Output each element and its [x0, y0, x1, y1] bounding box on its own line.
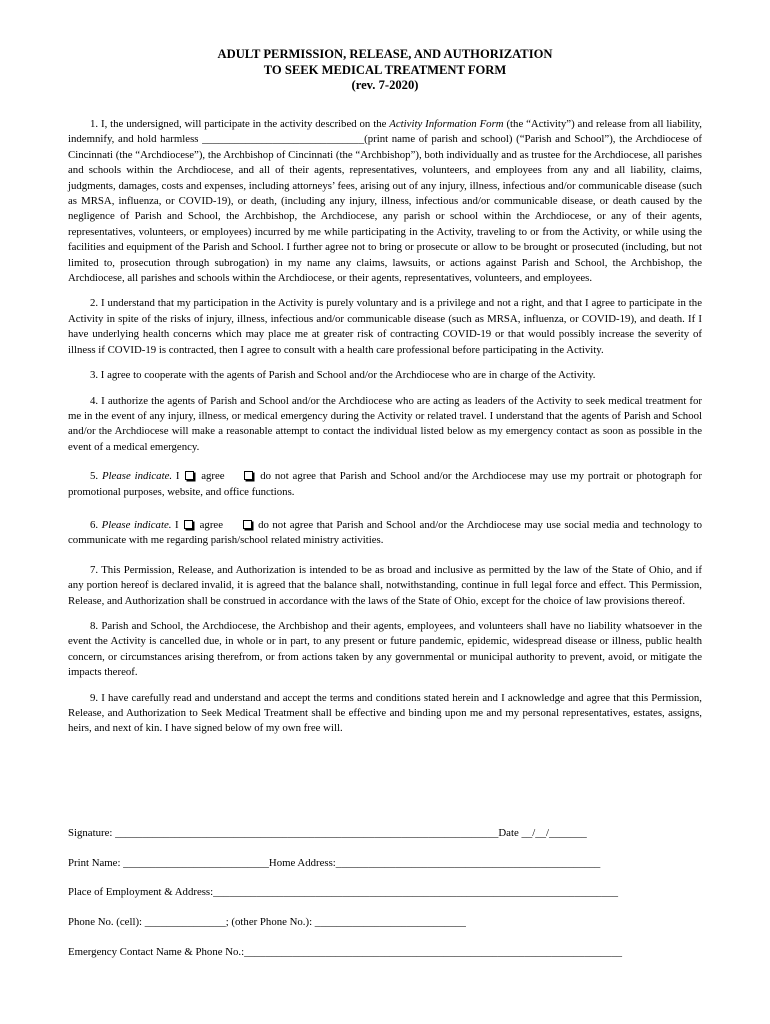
paragraph-8: 8. Parish and School, the Archdiocese, the Archbishop and their agents, employees, and volunteers shall have no liability whatsoever in the event the Activity is cancelled due, in whole or in part, to any present or future pandemic, epidemic, widespread disease or illness, public health concern, or circumstances arising therefrom, or from actions taken by any governmental or municipal authority to prevent, avoid, or mitigate the impacts thereof.	[68, 619, 702, 679]
paragraph-4: 4. I authorize the agents of Parish and School and/or the Archdiocese who are acting as leaders of the Activity to seek medical treatment for me in the event of any injury, illness, or medical emergency during the Activity or related travel. I understand that the agents of Parish and School and/or the Archdiocese will make a reasonable attempt to contact the individual listed below as my emergency contact as soon as possible in the event of a medical emergency.	[68, 394, 702, 453]
emergency-contact-field[interactable]: Emergency Contact Name & Phone No.:______________________________________________________________________	[68, 946, 622, 958]
title-line-2: TO SEEK MEDICAL TREATMENT FORM	[263, 62, 507, 77]
print-name-address-field[interactable]: Print Name: ___________________________Home Address:_________________________________________________	[68, 857, 601, 869]
photo-agree-checkbox[interactable]	[185, 471, 194, 480]
paragraph-1: 1. I, the undersigned, will participate in the activity described on the Activity Information Form (the “Activity”) and release from all liability, indemnify, and hold harmless ______________________________(print name of parish and school) (“Parish and School”), the Archdiocese of Cincinnati (the “Archdiocese”), the Archbishop of Cincinnati (the “Archbishop”), both individually and as trustee for the Archdiocese, all parishes and schools within the Archdiocese, and all of their agents, representatives, volunteers, and employees from any and all liability, claims, judgments, damages, costs and expenses, including attorneys’ fees, arising out of any injury, illness, infectious and/or communicable disease (such as MRSA, influenza, or COVID-19), or death, (including any injury, illness, infectious and/or communicable disease, or death caused by the negligence of Parish and School, the Archbishop, the Archdiocese, any parish or school within the Archdiocese, or any of their agents, representatives, volunteers, or employees) incurred by me while participating in the Activity, traveling to or from the Activity, or while using the facilities and equipment of the Parish and School. I further agree not to bring or prosecute or allow to be brought or prosecuted (including, but not limited to, prosecution through subrogation) in my name any claims, lawsuits, or actions against Parish and School, the Archbishop, the Archdiocese, all parishes and schools within the Archdiocese, or their agents, representatives, volunteers, and employees.	[68, 118, 702, 285]
paragraph-5: 5. Please indicate. I agree do not agree that Parish and School and/or the Archdiocese may use my portrait or photograph for promotional purposes, website, and office functions.	[68, 470, 702, 498]
paragraph-7: 7. This Permission, Release, and Authorization is intended to be as broad and inclusive as permitted by the law of the State of Ohio, and if any portion hereof is declared invalid, it is agreed that the balance shall, notwithstanding, continue in full legal force and effect. This Permission, Release, and Authorization shall be construed in accordance with the laws of the State of Ohio, except for the choice of law provisions thereof.	[68, 563, 702, 607]
photo-disagree-checkbox[interactable]	[244, 471, 253, 480]
title-revision: (rev. 7-2020)	[351, 78, 419, 92]
title-line-1: ADULT PERMISSION, RELEASE, AND AUTHORIZATION	[217, 47, 553, 61]
social-media-disagree-checkbox[interactable]	[243, 520, 252, 529]
phone-field[interactable]: Phone No. (cell): _______________; (other Phone No.): ____________________________	[68, 916, 466, 928]
paragraph-3: 3. I agree to cooperate with the agents of Parish and School and/or the Archdiocese who are in charge of the Activity.	[90, 369, 596, 382]
activity-form-reference: Activity Information Form	[389, 118, 504, 130]
signature-field[interactable]: Signature: _______________________________________________________________________Date __/__/_______	[68, 827, 587, 839]
employment-field[interactable]: Place of Employment & Address:___________________________________________________________________________	[68, 886, 619, 898]
paragraph-2: 2. I understand that my participation in the Activity is purely voluntary and is a privilege and not a right, and that I agree to participate in the Activity in spite of the risks of injury, illness, infectious and/or communicable disease (such as MRSA, influenza, or COVID-19), and death. If I have underlying health concerns which may place me at greater risk of contracting COVID-19 or that would possibly increase the severity of illness if COVID-19 is contracted, then I agree to consult with a health care professional before participating in the Activity.	[68, 297, 702, 356]
form-title	[0, 47, 770, 94]
paragraph-6: 6. Please indicate. I agree do not agree that Parish and School and/or the Archdiocese may use social media and technology to communicate with me regarding parish/school related ministry activities.	[68, 518, 702, 547]
social-media-agree-checkbox[interactable]	[184, 520, 193, 529]
form-body	[68, 117, 702, 747]
paragraph-9: 9. I have carefully read and understand and accept the terms and conditions stated herein and I acknowledge and agree that this Permission, Release, and Authorization to Seek Medical Treatment shall be effective and binding upon me and my personal representatives, estates, assigns, heirs, and next of kin. I have signed below of my own free will.	[68, 691, 702, 735]
